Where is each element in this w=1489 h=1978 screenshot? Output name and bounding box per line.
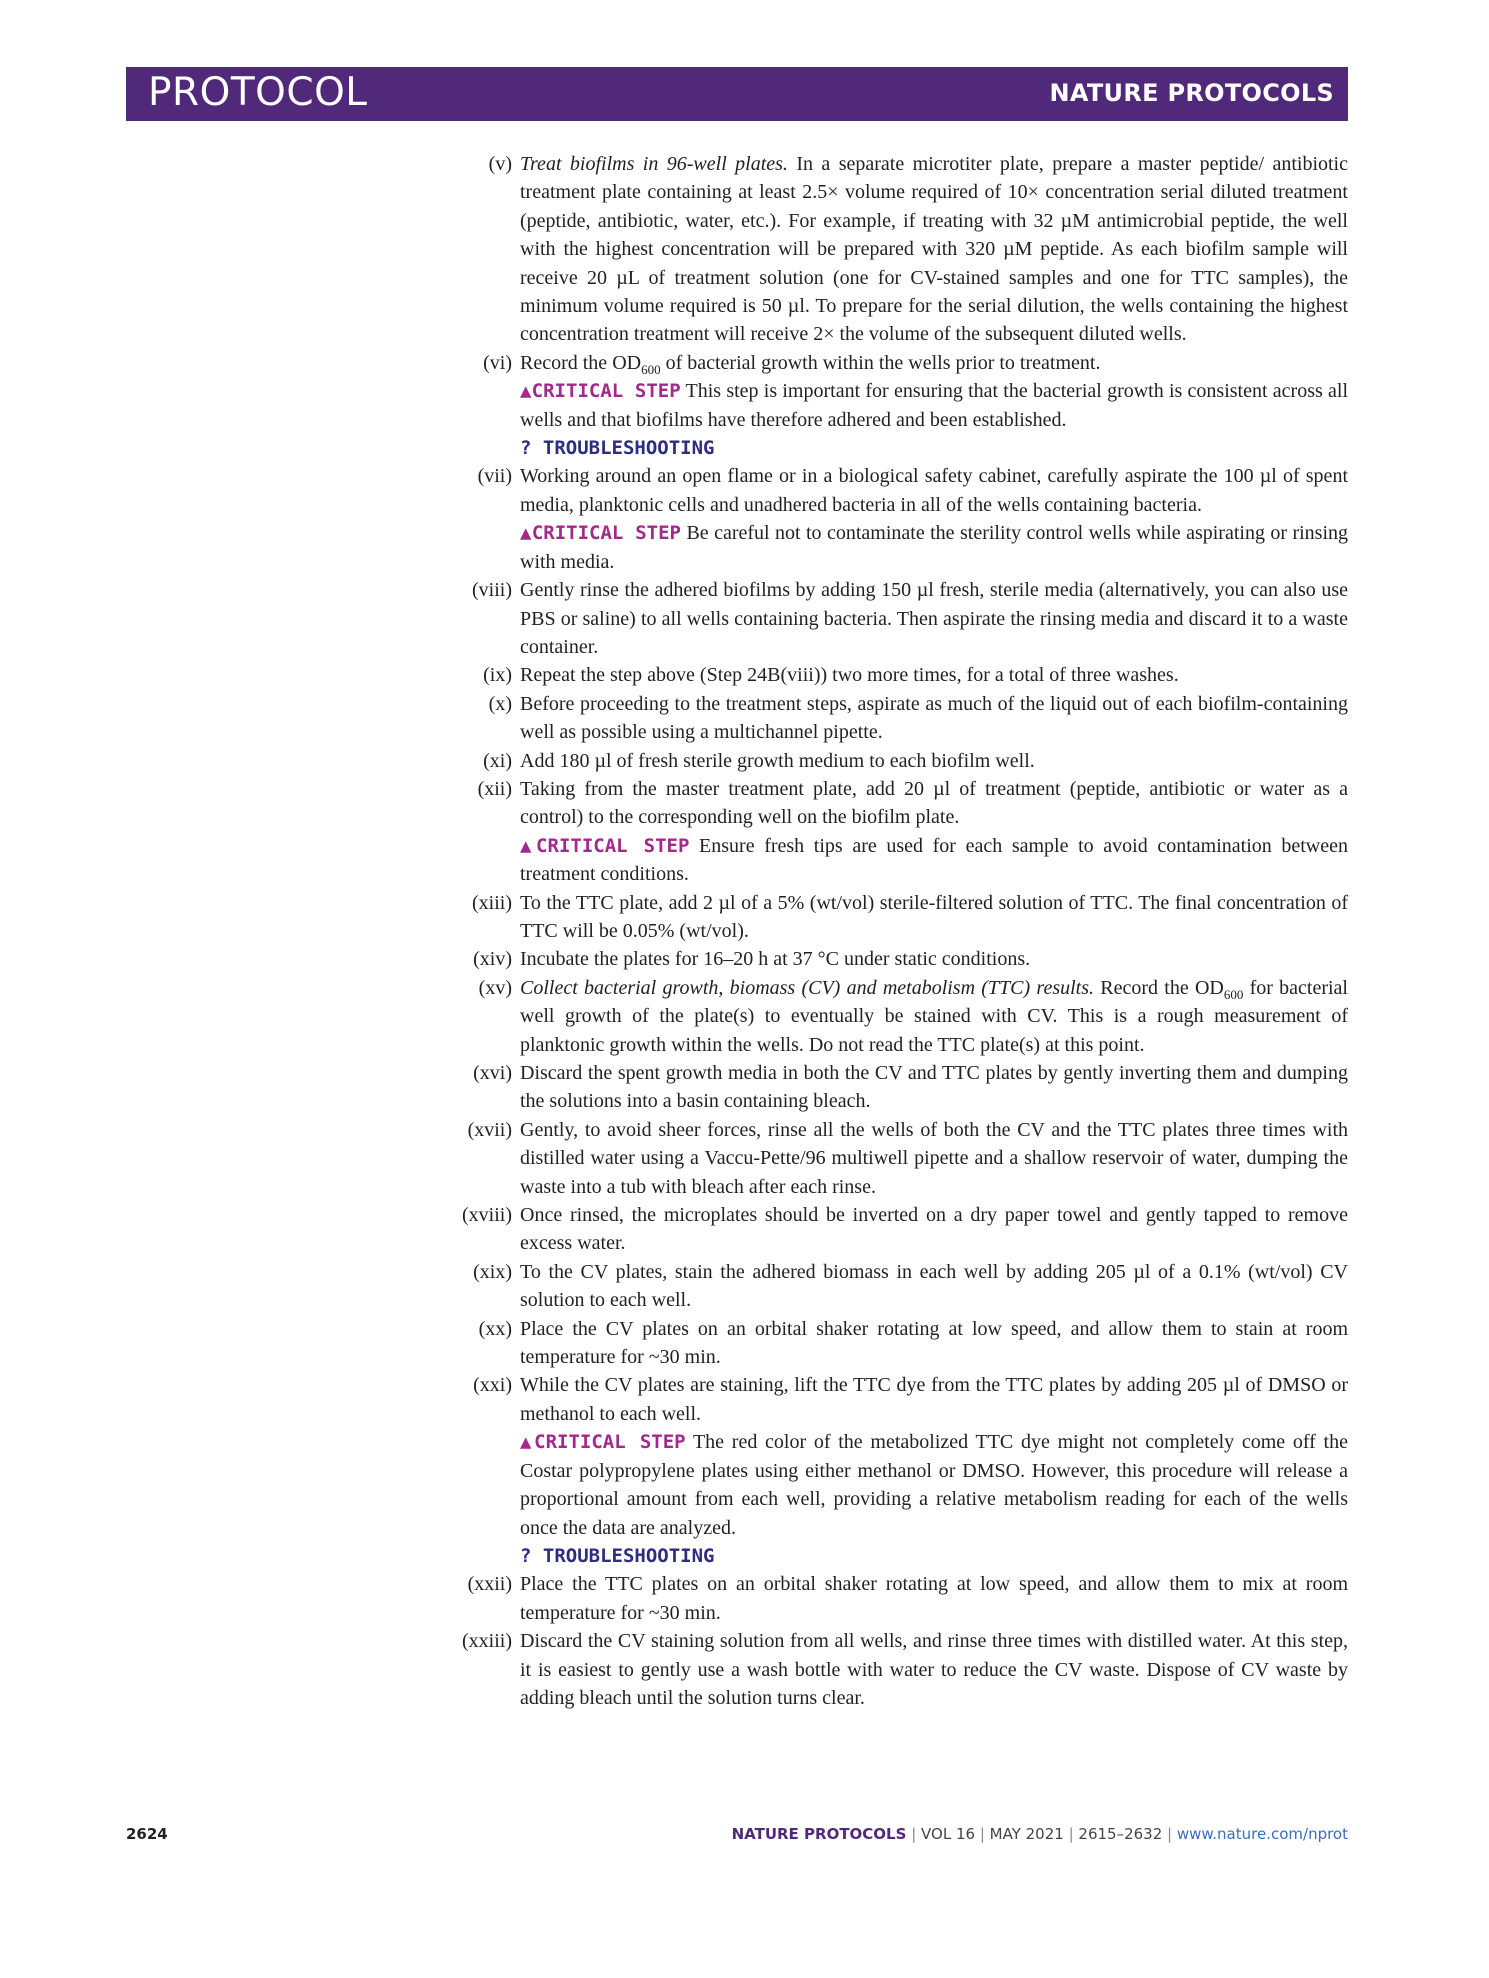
step-number: (xiv)	[473, 948, 512, 971]
step-text: Gently rinse the adhered biofilms by adding 150 µl fresh, sterile media (alternatively, you can also use PBS or saline) to all wells containing bacteria. Then aspirate the rinsing media and discard it to a waste container.	[520, 579, 1348, 658]
step-text: for bacterial well growth of the plate(s) to eventually be stained with CV. This is a rough measurement of planktonic growth within the wells. Do not read the TTC plate(s) at this point.	[520, 976, 1348, 1056]
step-xviii	[460, 1201, 1348, 1258]
footer-journal: NATURE PROTOCOLS	[731, 1825, 907, 1843]
step-xvi	[460, 1059, 1348, 1116]
step-xiii	[460, 889, 1348, 946]
step-number: (ix)	[483, 664, 512, 687]
step-text: Gently, to avoid sheer forces, rinse all the wells of both the CV and the TTC plates three times with distilled water using a Vaccu-Pette/96 multiwell pipette and a shallow reservoir of water, dumping the waste into a tub with bleach after each rinse.	[520, 1118, 1348, 1198]
step-number: (viii)	[472, 579, 512, 602]
step-number: (xviii)	[462, 1204, 512, 1227]
step-text: Incubate the plates for 16–20 h at 37 °C under static conditions.	[520, 948, 1031, 971]
journal-footer: NATURE PROTOCOLS | VOL 16 | MAY 2021 | 2615–2632 | www.nature.com/nprot	[731, 1825, 1348, 1843]
step-text: Record the OD	[1094, 976, 1224, 999]
step-number: (xx)	[478, 1317, 512, 1340]
step-ix	[460, 661, 1348, 689]
step-xiv	[460, 945, 1348, 973]
critical-step-label: ▲CRITICAL STEP	[520, 834, 690, 857]
step-xx	[460, 1315, 1348, 1372]
critical-step-label: ▲CRITICAL STEP	[520, 522, 681, 545]
step-number: (xix)	[473, 1260, 512, 1283]
step-xi	[460, 747, 1348, 775]
critical-step-text: Ensure fresh tips are used for each sample to avoid contamination between treatment conditions.	[520, 834, 1349, 886]
critical-step-text: The red color of the metabolized TTC dye might not completely come off the Costar polypropylene plates using either methanol or DMSO. However, this procedure will release a proportional amount from each well, providing a relative metabolism reading for each of the wells once the data are analyzed.	[520, 1431, 1348, 1539]
step-text: Before proceeding to the treatment steps, aspirate as much of the liquid out of each biofilm-containing well as possible using a multichannel pipette.	[520, 692, 1348, 744]
footer-date: MAY 2021	[989, 1825, 1064, 1843]
step-xxii	[460, 1570, 1348, 1627]
step-x	[460, 690, 1348, 747]
step-number: (xvii)	[467, 1118, 512, 1141]
step-v	[460, 150, 1348, 349]
critical-step	[460, 519, 1348, 576]
step-number: (xxiii)	[462, 1630, 512, 1653]
step-text: Working around an open flame or in a biological safety cabinet, carefully aspirate the 100 µl of spent media, planktonic cells and unadhered bacteria in all of the wells containing bacteria.	[520, 465, 1348, 516]
step-text: Add 180 µl of fresh sterile growth medium to each biofilm well.	[520, 749, 1035, 772]
step-number: (x)	[488, 692, 512, 715]
step-text: Taking from the master treatment plate, add 20 µl of treatment (peptide, antibiotic or water as a control) to the corresponding well on the biofilm plate.	[520, 777, 1348, 829]
step-number: (xxii)	[467, 1573, 512, 1596]
step-text: Discard the CV staining solution from all wells, and rinse three times with distilled water. At this step, it is easiest to gently use a wash bottle with water to reduce the CV waste. Dispose of CV waste by adding bleach until the solution turns clear.	[520, 1630, 1348, 1709]
troubleshooting-link[interactable]: ? TROUBLESHOOTING	[520, 1544, 715, 1567]
step-number: (vi)	[483, 351, 512, 374]
step-text: Discard the spent growth media in both the CV and TTC plates by gently inverting them and dumping the solutions into a basin containing bleach.	[520, 1062, 1348, 1113]
footer-url-link[interactable]: www.nature.com/nprot	[1176, 1825, 1348, 1843]
step-xii	[460, 775, 1348, 832]
step-text: Place the TTC plates on an orbital shaker rotating at low speed, and allow them to mix at room temperature for ~30 min.	[520, 1573, 1348, 1624]
step-text: While the CV plates are staining, lift the TTC dye from the TTC plates by adding 205 µl of DMSO or methanol to each well.	[520, 1374, 1348, 1425]
critical-step-label: ▲CRITICAL STEP	[520, 1431, 686, 1454]
step-xxiii	[460, 1627, 1348, 1712]
subscript: 600	[1223, 986, 1244, 1002]
step-title: Collect bacterial growth, biomass (CV) and metabolism (TTC) results.	[520, 976, 1095, 999]
step-text: Repeat the step above (Step 24B(viii)) two more times, for a total of three washes.	[520, 664, 1179, 687]
critical-step-text: This step is important for ensuring that the bacterial growth is consistent across all wells and that biofilms have therefore adhered and been established.	[520, 380, 1349, 431]
step-number: (xv)	[478, 976, 512, 999]
step-number: (vii)	[477, 465, 512, 488]
critical-step	[460, 1428, 1348, 1542]
step-text: In a separate microtiter plate, prepare a master peptide/ antibiotic treatment plate containing at least 2.5× volume required of 10× concentration serial diluted treatment (peptide, antibiotic, water, etc.). For example, if treating with 32 µM antimicrobial peptide, the well with the highest concentration will be prepared with 320 µM peptide. As each biofilm sample will receive 20 µL of treatment solution (one for CV-stained samples and one for TTC samples), the minimum volume required is 50 µl. To prepare for the serial dilution, the wells containing the highest concentration treatment will receive 2× the volume of the subsequent diluted wells.	[520, 153, 1348, 346]
step-vii	[460, 462, 1348, 519]
step-number: (xi)	[483, 749, 512, 772]
subscript: 600	[641, 361, 661, 377]
step-viii	[460, 576, 1348, 661]
section-label: PROTOCOL	[148, 70, 368, 115]
step-number: (xiii)	[472, 891, 512, 914]
protocol-steps	[460, 150, 1348, 1712]
critical-step-text: Be careful not to contaminate the sterility control wells while aspirating or rinsing with media.	[520, 522, 1349, 573]
step-xvii	[460, 1116, 1348, 1201]
step-xix	[460, 1258, 1348, 1315]
step-text: Place the CV plates on an orbital shaker rotating at low speed, and allow them to stain at room temperature for ~30 min.	[520, 1317, 1348, 1369]
step-xxi	[460, 1371, 1348, 1428]
header-bar	[126, 67, 1348, 121]
critical-step	[460, 832, 1348, 889]
step-number: (xii)	[477, 777, 512, 800]
step-text: Record the OD	[520, 351, 642, 374]
step-number: (v)	[488, 153, 512, 175]
troubleshooting-link[interactable]: ? TROUBLESHOOTING	[520, 437, 715, 460]
critical-step-label: ▲CRITICAL STEP	[520, 380, 681, 403]
step-text: of bacterial growth within the wells prior to treatment.	[660, 351, 1101, 374]
step-vi	[460, 349, 1348, 377]
step-number: (xvi)	[473, 1062, 512, 1084]
page-number: 2624	[126, 1825, 168, 1843]
footer-pages: 2615–2632	[1078, 1825, 1163, 1843]
footer-volume: VOL 16	[921, 1825, 976, 1843]
journal-label: NATURE PROTOCOLS	[1049, 79, 1334, 107]
step-number: (xxi)	[473, 1374, 512, 1397]
step-text: To the TTC plate, add 2 µl of a 5% (wt/vol) sterile-filtered solution of TTC. The final concentration of TTC will be 0.05% (wt/vol).	[520, 891, 1348, 942]
step-title: Treat biofilms in 96-well plates.	[520, 153, 788, 175]
step-xv	[460, 974, 1348, 1059]
step-text: To the CV plates, stain the adhered biomass in each well by adding 205 µl of a 0.1% (wt/vol) CV solution to each well.	[520, 1260, 1348, 1312]
step-text: Once rinsed, the microplates should be inverted on a dry paper towel and gently tapped to remove excess water.	[520, 1204, 1348, 1255]
critical-step	[460, 377, 1348, 434]
